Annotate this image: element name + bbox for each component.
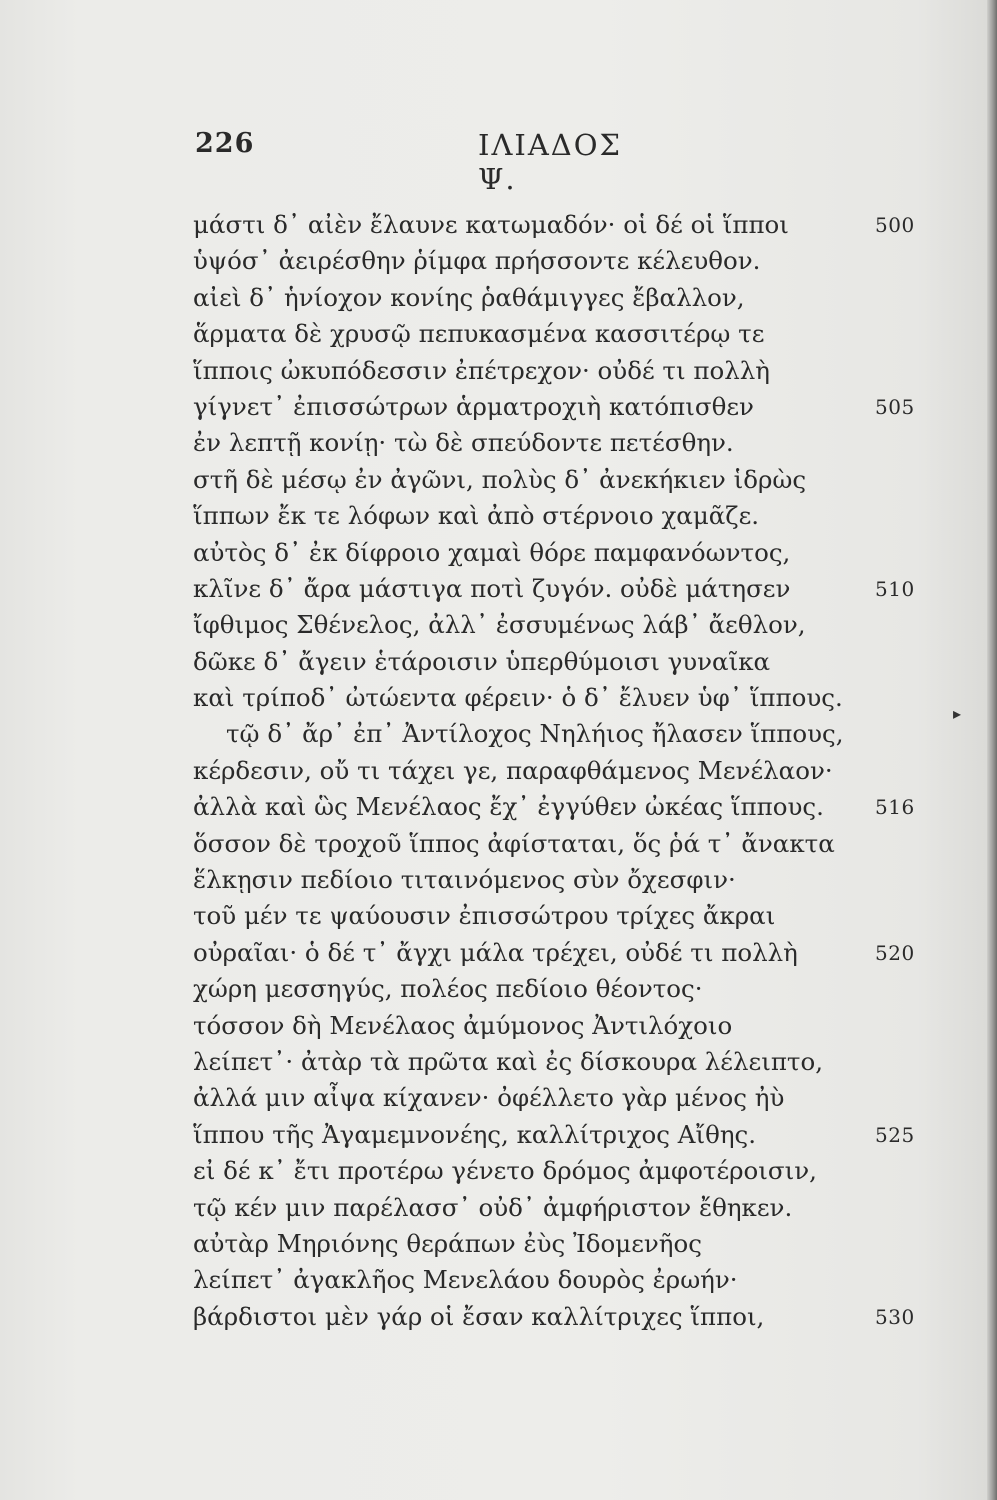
line-number: 525 [875, 1122, 915, 1147]
verse-line [193, 935, 923, 971]
verse-line [193, 644, 923, 680]
verse-line [193, 789, 923, 825]
line-number: 520 [875, 940, 915, 965]
running-title: ΙΛΙΑΔΟΣ Ψ. [478, 128, 623, 196]
verse-line [193, 498, 923, 534]
verse-text: εἰ δέ κ᾽ ἔτι προτέρω γένετο δρόμος ἀμφοτέροισιν, [193, 1156, 817, 1186]
verse-line [193, 389, 923, 425]
verse-line [193, 280, 923, 316]
verse-text: τοῦ μέν τε ψαύουσιν ἐπισσώτρου τρίχες ἄκραι [193, 901, 776, 931]
verse-line [193, 680, 923, 716]
verse-text: κλῖνε δ᾽ ἄρα μάστιγα ποτὶ ζυγόν. οὐδὲ μάτησεν [193, 573, 791, 603]
verse-line [193, 971, 923, 1007]
verse-line [193, 753, 923, 789]
line-number: 516 [875, 795, 915, 820]
verse-text: γίγνετ᾽ ἐπισσώτρων ἁρματροχιὴ κατόπισθεν [193, 391, 754, 421]
verse-line [193, 1190, 923, 1226]
verse-line [193, 571, 923, 607]
verse-text: ὅσσον δὲ τροχοῦ ἵππος ἀφίσταται, ὅς ῥά τ᾽ ἄνακτα [193, 828, 835, 858]
verse-text: ἀλλὰ καὶ ὣς Μενέλαος ἔχ᾽ ἐγγύθεν ὠκέας ἵππους. [193, 792, 824, 822]
verse-line [193, 862, 923, 898]
verse-text: ἕλκῃσιν πεδίοιο τιταινόμενος σὺν ὄχεσφιν· [193, 865, 736, 895]
verse-text: λείπετ᾽· ἀτὰρ τὰ πρῶτα καὶ ἐς δίσκουρα λέλειπτο, [193, 1046, 824, 1076]
verse-text: αὐτὰρ Μηριόνης θεράπων ἐὺς Ἰδομενῆος [193, 1228, 702, 1258]
verse-text: τόσσον δὴ Μενέλαος ἀμύμονος Ἀντιλόχοιο [193, 1010, 733, 1040]
verse-line [193, 316, 923, 352]
verse-text: τῷ κέν μιν παρέλασσ᾽ οὐδ᾽ ἀμφήριστον ἔθηκεν. [193, 1192, 793, 1222]
verse-line [193, 353, 923, 389]
verse-text: αἰεὶ δ᾽ ἡνίοχον κονίης ῥαθάμιγγες ἔβαλλον, [193, 282, 745, 312]
verse-text: δῶκε δ᾽ ἄγειν ἑτάροισιν ὑπερθύμοισι γυναῖκα [193, 646, 771, 676]
verse-text: ἵππου τῆς Ἀγαμεμνονέης, καλλίτριχος Αἴθης. [193, 1119, 757, 1149]
verse-line [193, 1262, 923, 1298]
line-number: 500 [875, 213, 915, 237]
verse-text: λείπετ᾽ ἀγακλῆος Μενελάου δουρὸς ἐρωήν· [193, 1265, 738, 1295]
verse-line [193, 1044, 923, 1080]
verse-text: οὐραῖαι· ὁ δέ τ᾽ ἄγχι μάλα τρέχει, οὐδέ τι πολλὴ [193, 937, 798, 967]
verse-line [193, 716, 923, 752]
verse-text: μάστι δ᾽ αἰὲν ἔλαυνε κατωμαδόν· οἱ δέ οἱ ἵπποι [193, 210, 789, 239]
verse-line [193, 207, 923, 243]
verse-text: ἅρματα δὲ χρυσῷ πεπυκασμένα κασσιτέρῳ τε [193, 319, 765, 349]
verse-text: ἴφθιμος Σθένελος, ἀλλ᾽ ἐσσυμένως λάβ᾽ ἄεθλον, [193, 610, 806, 640]
verse-text: ἵππων ἔκ τε λόφων καὶ ἀπὸ στέρνοιο χαμᾶζε. [193, 501, 760, 531]
verse-text: βάρδιστοι μὲν γάρ οἱ ἔσαν καλλίτριχες ἵπποι, [193, 1301, 765, 1331]
verse-line [193, 462, 923, 498]
verse-text: καὶ τρίποδ᾽ ὠτώεντα φέρειν· ὁ δ᾽ ἔλυεν ὑφ᾽ ἵππους. [193, 683, 843, 713]
verse-text: στῆ δὲ μέσῳ ἐν ἀγῶνι, πολὺς δ᾽ ἀνεκήκιεν ἱδρὼς [193, 464, 807, 494]
verse-text: αὐτὸς δ᾽ ἐκ δίφροιο χαμαὶ θόρε παμφανόωντος, [193, 537, 791, 567]
verse-text: τῷ δ᾽ ἄρ᾽ ἐπ᾽ Ἀντίλοχος Νηλήιος ἤλασεν ἵππους, [226, 719, 844, 749]
page-number: 226 [195, 128, 255, 159]
verse-line [193, 826, 923, 862]
verse-line [193, 535, 923, 571]
verse-line [193, 425, 923, 461]
verse-line [193, 243, 923, 279]
page-header [195, 128, 655, 196]
verse-text: ἐν λεπτῇ κονίῃ· τὼ δὲ σπεύδοντε πετέσθην. [193, 428, 734, 458]
verse-text: ἵπποις ὠκυπόδεσσιν ἐπέτρεχον· οὐδέ τι πολλὴ [193, 355, 770, 385]
verse-line [193, 607, 923, 643]
verse-line [193, 1153, 923, 1189]
verse-line [193, 898, 923, 934]
verse-line [193, 1080, 923, 1116]
verse-line [193, 1008, 923, 1044]
margin-mark-icon: ▸ [953, 704, 962, 723]
page-edge [987, 0, 997, 1500]
verse-text: ὑψόσ᾽ ἀειρέσθην ῥίμφα πρήσσοντε κέλευθον. [193, 246, 761, 276]
verse-block [193, 207, 923, 1335]
verse-text: χώρη μεσσηγύς, πολέος πεδίοιο θέοντος· [193, 974, 703, 1004]
line-number: 510 [875, 576, 915, 601]
line-number: 530 [875, 1304, 915, 1329]
verse-text: κέρδεσιν, οὔ τι τάχει γε, παραφθάμενος Μενέλαον· [193, 755, 833, 785]
verse-text: ἀλλά μιν αἶψα κίχανεν· ὀφέλλετο γὰρ μένος ἠὺ [193, 1083, 785, 1113]
verse-line [193, 1299, 923, 1335]
verse-line [193, 1226, 923, 1262]
line-number: 505 [875, 394, 915, 419]
verse-line [193, 1117, 923, 1153]
